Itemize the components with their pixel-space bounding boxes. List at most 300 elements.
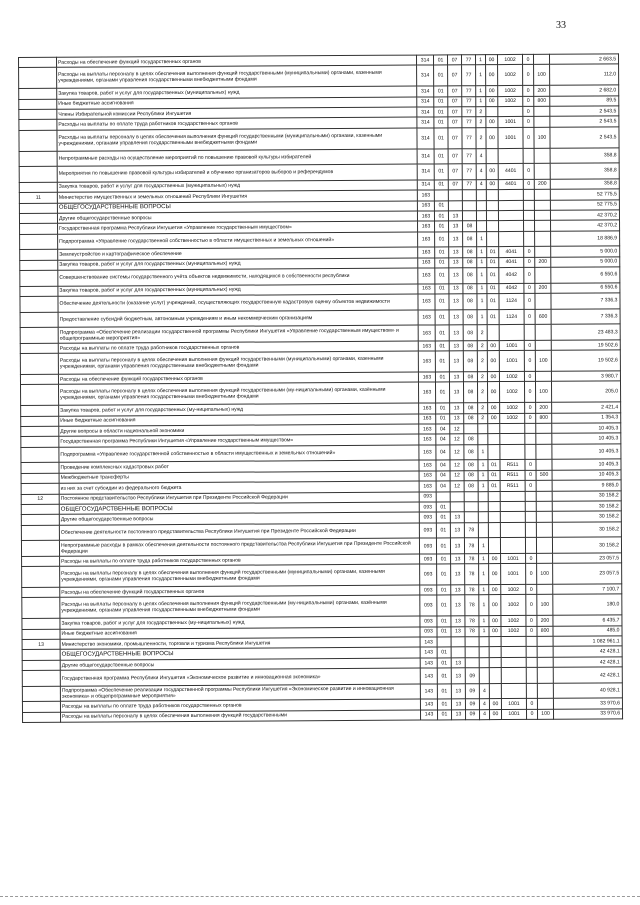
ministry-code: 163 — [418, 310, 435, 326]
section-code: 01 — [434, 211, 448, 221]
subprogram-code: 1 — [479, 585, 489, 595]
direction-code: 1001 — [498, 127, 523, 148]
event-code: 00 — [486, 179, 498, 189]
row-number — [21, 385, 59, 406]
row-name: Проведение комплексных кадастровых работ — [59, 460, 419, 473]
direction-code: 4401 — [498, 179, 523, 190]
subprogram-code — [476, 200, 486, 210]
row-amount: 42 370,2 — [551, 220, 620, 231]
subprogram-code: 1 — [475, 55, 485, 65]
expense-type-code — [537, 553, 553, 563]
row-name: Расходы на выплаты персоналу в целях обеспечения выполнения функций государственными — [61, 710, 421, 723]
row-name: Закупка товаров, работ и услуг для государственных (муниципальных) нужд — [58, 284, 418, 297]
row-amount: 33 970,6 — [553, 709, 622, 720]
program-code: 77 — [462, 164, 476, 180]
row-name: Государственная программа Республики Ингушетия «Экономическое развитие и инновационная экономика» — [60, 668, 420, 686]
event-code — [489, 647, 501, 657]
row-name: Подпрограмма «Обеспечение реализации государственной программы Республики Ингушетия «Экономическое развитие и инновационная экономика» и общепрограммные мероприятия» — [60, 684, 420, 702]
row-name: ОБЩЕГОСУДАРСТВЕННЫЕ ВОПРОСЫ — [60, 647, 420, 660]
direction-code: 4041 — [499, 257, 524, 268]
row-amount: 23 483,3 — [551, 324, 620, 340]
direction-code — [500, 501, 525, 512]
ministry-code: 093 — [419, 523, 436, 539]
event-code: 01 — [487, 257, 499, 267]
direction-code — [501, 636, 526, 647]
row-number — [22, 587, 60, 598]
direction-code: 4042 — [499, 283, 524, 294]
row-number — [19, 120, 57, 131]
subsection-code — [450, 502, 464, 512]
row-name: Подпрограмма «Управление государственной собственностью в области имущественных и земельных отношений» — [58, 232, 418, 250]
extra-code: 0 — [523, 163, 534, 179]
program-code: 08 — [463, 309, 477, 325]
event-code: 00 — [486, 65, 498, 86]
subsection-code: 13 — [451, 668, 465, 684]
subsection-code — [451, 637, 465, 647]
subprogram-code: 2 — [477, 340, 487, 350]
row-name: Министерство экономики, промышленности, торговли и туризма Республики Ингушетия — [60, 637, 420, 650]
event-code — [489, 637, 501, 647]
row-number: 12 — [21, 494, 59, 505]
expense-type-code — [537, 584, 553, 594]
row-name: Другие общегосударственные вопросы — [57, 211, 417, 224]
direction-code: 1001 — [499, 340, 524, 351]
direction-code: 1124 — [499, 309, 524, 325]
subsection-code: 12 — [450, 471, 464, 481]
section-code: 01 — [437, 585, 451, 595]
subsection-code: 13 — [450, 403, 464, 413]
row-amount: 30 158,2 — [552, 490, 621, 501]
program-code: 77 — [462, 107, 476, 117]
program-code: 08 — [463, 382, 477, 403]
ministry-code: 163 — [417, 211, 434, 221]
expense-type-code: 200 — [534, 85, 550, 95]
extra-code: 0 — [524, 371, 535, 381]
row-number: 13 — [22, 639, 60, 650]
event-code — [488, 491, 500, 501]
section-code: 01 — [437, 710, 451, 720]
row-number — [19, 88, 57, 99]
ministry-code: 163 — [419, 434, 436, 444]
section-code: 01 — [436, 523, 450, 539]
row-name: Мероприятия по повышению правовой культуры избирателей и обучению организаторов выборов и референдумов — [57, 164, 417, 182]
row-number — [19, 203, 57, 214]
program-code: 09 — [465, 699, 479, 709]
extra-code — [524, 231, 535, 247]
subsection-code: 07 — [447, 55, 461, 65]
section-code: 01 — [435, 382, 449, 403]
expense-type-code — [537, 636, 553, 646]
program-code: 08 — [464, 481, 478, 491]
expense-type-code — [534, 200, 550, 210]
event-code: 01 — [487, 247, 499, 257]
row-name: Обеспечение деятельности (оказание услуг) учреждений, осуществляющих государственную кадастровую оценку объектов недвижимости — [58, 294, 418, 312]
event-code — [489, 683, 501, 699]
ministry-code: 093 — [419, 491, 436, 501]
event-code: 01 — [488, 470, 500, 480]
subsection-code: 13 — [449, 294, 463, 310]
expense-type-code — [535, 221, 551, 231]
subprogram-code: 1 — [476, 86, 486, 96]
direction-code — [500, 491, 525, 502]
subprogram-code: 2 — [477, 382, 487, 403]
row-name: Расходы на выплаты по оплате труда работников государственных органов — [58, 341, 418, 354]
row-number — [19, 182, 57, 193]
row-name: Расходы на выплаты персоналу в целях обеспечения выполнения функций государственными (муниципальными) органами, казенными учреждениями, органами управления государственными внебюджетными фондами — [60, 564, 420, 587]
expense-type-code: 800 — [536, 413, 552, 423]
program-code: 78 — [464, 538, 478, 554]
row-number — [19, 130, 57, 151]
section-code: 01 — [437, 647, 451, 657]
extra-code: 0 — [523, 117, 534, 127]
subprogram-code: 1 — [477, 309, 487, 325]
event-code — [488, 424, 500, 434]
subprogram-code: 1 — [479, 554, 489, 564]
subsection-code: 07 — [448, 180, 462, 190]
expense-type-code: 200 — [537, 616, 553, 626]
row-number — [21, 525, 59, 541]
section-code: 01 — [435, 372, 449, 382]
subsection-code: 12 — [450, 460, 464, 470]
subprogram-code: 2 — [476, 117, 486, 127]
section-code: 01 — [434, 128, 448, 149]
expense-type-code — [536, 501, 552, 511]
program-code: 78 — [465, 554, 479, 564]
extra-code: 0 — [523, 127, 534, 148]
section-code: 01 — [434, 107, 448, 117]
row-number — [22, 650, 60, 661]
row-name: Расходы на обеспечение функций государственных органов — [60, 585, 420, 598]
expense-type-code — [537, 699, 553, 709]
extra-code — [525, 491, 536, 501]
ministry-code: 093 — [420, 616, 437, 626]
row-number — [20, 286, 58, 297]
row-amount: 2 543,5 — [550, 127, 619, 148]
ministry-code: 163 — [419, 445, 436, 461]
subprogram-code: 1 — [479, 616, 489, 626]
ministry-code: 163 — [419, 414, 436, 424]
expense-type-code — [535, 340, 551, 350]
event-code: 00 — [487, 382, 499, 403]
subsection-code — [451, 647, 465, 657]
row-number — [20, 250, 58, 261]
row-amount: 7 100,7 — [553, 584, 622, 595]
direction-code: 1002 — [497, 54, 522, 65]
row-amount: 2 543,5 — [550, 116, 619, 127]
section-code: 01 — [437, 616, 451, 626]
section-code: 01 — [435, 294, 449, 310]
row-number — [20, 353, 58, 374]
subprogram-code: 4 — [479, 709, 489, 719]
event-code — [489, 657, 501, 667]
extra-code — [525, 522, 536, 538]
event-code — [488, 522, 500, 538]
section-code: 01 — [437, 658, 451, 668]
row-amount: 10 405,3 — [552, 459, 621, 470]
row-name: Государственная программа Республики Ингушетия «Управление государственным имуществом» — [59, 434, 419, 447]
event-code: 01 — [487, 294, 499, 310]
subprogram-code: 1 — [476, 65, 486, 86]
subsection-code: 13 — [451, 585, 465, 595]
program-code: 78 — [465, 585, 479, 595]
ministry-code: 314 — [417, 164, 434, 180]
row-amount: 2 543,5 — [550, 106, 619, 117]
event-code: 00 — [487, 372, 499, 382]
ministry-code: 143 — [420, 684, 437, 700]
subsection-code: 13 — [451, 658, 465, 668]
row-name: Подпрограмма «Управление государственной собственностью в области имущественных и земельных отношений» — [59, 445, 419, 463]
row-amount: 358,8 — [550, 163, 619, 179]
direction-code — [498, 190, 523, 201]
ministry-code: 314 — [417, 97, 434, 107]
direction-code: 1002 — [501, 626, 526, 637]
subsection-code — [450, 491, 464, 501]
program-code: 09 — [465, 684, 479, 700]
event-code — [488, 434, 500, 444]
subprogram-code: 4 — [476, 164, 486, 180]
event-code: 00 — [489, 553, 501, 563]
section-code: 01 — [435, 325, 449, 341]
ministry-code: 314 — [417, 86, 434, 96]
event-code — [486, 190, 498, 200]
direction-code — [500, 434, 525, 445]
row-number — [22, 567, 60, 588]
section-code: 04 — [436, 424, 450, 434]
ministry-code: 163 — [419, 460, 436, 470]
row-amount: 205,0 — [551, 381, 620, 402]
subprogram-code — [478, 512, 488, 522]
row-amount: 52 775,5 — [550, 199, 619, 210]
row-name: Расходы на выплаты по оплате труда работников государственных органов — [60, 699, 420, 712]
section-code: 01 — [437, 668, 451, 684]
expense-type-code: 800 — [537, 626, 553, 636]
row-number — [21, 504, 59, 515]
expense-type-code: 100 — [537, 709, 553, 719]
subsection-code: 12 — [450, 481, 464, 491]
subsection-code: 13 — [451, 626, 465, 636]
expense-type-code — [536, 423, 552, 433]
direction-code — [500, 522, 525, 538]
row-name: Межбюджетные трансферты — [59, 471, 419, 484]
expense-type-code — [536, 434, 552, 444]
section-code: 01 — [437, 627, 451, 637]
row-name: Иные бюджетные ассигнования — [57, 97, 417, 110]
ministry-code: 163 — [417, 200, 434, 210]
event-code: 00 — [486, 117, 498, 127]
expense-type-code — [534, 163, 550, 179]
program-code: 08 — [463, 257, 477, 267]
row-number — [19, 68, 57, 89]
section-code: 01 — [436, 538, 450, 554]
row-amount: 2 421,4 — [552, 402, 621, 413]
extra-code: 0 — [526, 553, 537, 563]
section-code: 01 — [435, 258, 449, 268]
row-amount: 5 000,0 — [551, 246, 620, 257]
extra-code: 0 — [524, 283, 535, 293]
row-name: Расходы на выплаты персоналу в целях обеспечения выполнения функций государственными (му-ниципальными) органами, казёнными учреждениями, органами управления государственными внебюджетными фондами — [60, 596, 420, 619]
program-code: 08 — [463, 294, 477, 310]
expense-type-code — [536, 480, 552, 490]
row-number — [21, 473, 59, 484]
ministry-code: 314 — [417, 128, 434, 149]
row-amount: 30 158,2 — [552, 522, 621, 538]
expense-type-code: 200 — [535, 257, 551, 267]
event-code — [486, 210, 498, 220]
program-code: 77 — [462, 179, 476, 189]
ministry-code: 093 — [420, 554, 437, 564]
direction-code: 1001 — [498, 117, 523, 128]
event-code: 00 — [487, 340, 499, 350]
subsection-code: 13 — [449, 231, 463, 247]
event-code: 00 — [486, 127, 498, 148]
row-amount: 358,8 — [550, 179, 619, 190]
expense-type-code — [534, 210, 550, 220]
direction-code: 1002 — [500, 413, 525, 424]
extra-code — [526, 683, 537, 699]
direction-code: 4401 — [498, 164, 523, 180]
expense-type-code: 100 — [535, 382, 551, 403]
program-code: 78 — [465, 616, 479, 626]
subsection-code: 13 — [449, 257, 463, 267]
row-amount: 10 405,3 — [552, 433, 621, 444]
extra-code — [525, 538, 536, 554]
direction-code: 1002 — [501, 595, 526, 616]
subsection-code: 12 — [450, 434, 464, 444]
expense-type-code — [537, 667, 553, 683]
row-number — [21, 483, 59, 494]
section-code: 01 — [434, 148, 448, 164]
expense-type-code — [537, 647, 553, 657]
section-code: 01 — [435, 232, 449, 248]
section-code — [437, 637, 451, 647]
row-amount: 19 502,6 — [551, 340, 620, 351]
subsection-code: 12 — [450, 424, 464, 434]
extra-code: 0 — [524, 382, 535, 403]
ministry-code: 093 — [420, 627, 437, 637]
section-code: 01 — [435, 310, 449, 326]
expense-type-code: 600 — [535, 309, 551, 325]
program-code — [464, 512, 478, 522]
program-code: 78 — [465, 626, 479, 636]
extra-code: 0 — [524, 293, 535, 309]
row-amount: 5 000,0 — [551, 256, 620, 267]
program-code: 77 — [462, 148, 476, 164]
program-code — [464, 424, 478, 434]
row-name: Расходы на обеспечение функций государственных органов — [57, 55, 417, 68]
subsection-code: 13 — [449, 351, 463, 372]
section-code: 01 — [434, 200, 448, 210]
event-code: 00 — [489, 564, 501, 585]
subprogram-code: 1 — [478, 460, 488, 470]
row-name: Закупка товаров, работ и услуг для государственных (муниципальных) нужд — [58, 258, 418, 271]
event-code — [488, 444, 500, 460]
row-amount: 2 663,5 — [549, 54, 618, 65]
extra-code — [526, 657, 537, 667]
subsection-code: 12 — [450, 445, 464, 461]
direction-code — [498, 210, 523, 221]
program-code: 77 — [462, 127, 476, 148]
expense-type-code — [535, 324, 551, 340]
row-amount: 1 082 961,1 — [553, 636, 622, 647]
expense-type-code — [534, 189, 550, 199]
extra-code — [523, 148, 534, 164]
section-code: 01 — [434, 86, 448, 96]
subsection-code: 13 — [451, 684, 465, 700]
row-name: Непрограммные расходы в рамках обеспечения деятельности постоянного представительства Республики Ингушетия при Президенте Российской Федерации — [59, 538, 419, 556]
program-code: 08 — [464, 413, 478, 423]
subprogram-code: 1 — [477, 247, 487, 257]
direction-code — [501, 668, 526, 684]
program-code: 08 — [464, 444, 478, 460]
subsection-code: 07 — [448, 117, 462, 127]
ministry-code: 163 — [418, 351, 435, 372]
extra-code — [526, 647, 537, 657]
ministry-code: 163 — [418, 268, 435, 284]
section-code: 04 — [436, 481, 450, 491]
row-amount: 30 158,2 — [552, 537, 621, 553]
event-code — [488, 512, 500, 522]
row-name: Расходы на обеспечение функций государственных органов — [58, 372, 418, 385]
row-amount: 42 428,1 — [553, 667, 622, 683]
section-code: 04 — [436, 460, 450, 470]
ministry-code: 093 — [419, 502, 436, 512]
row-name: Закупка товаров, работ и услуг для государственных (муниципальных) нужд — [57, 86, 417, 99]
event-code — [488, 538, 500, 554]
subprogram-code: 2 — [477, 372, 487, 382]
ministry-code: 163 — [418, 294, 435, 310]
event-code: 00 — [485, 55, 497, 65]
section-code: 01 — [437, 595, 451, 616]
extra-code — [525, 512, 536, 522]
extra-code — [523, 200, 534, 210]
ministry-code: 163 — [418, 325, 435, 341]
direction-code — [498, 106, 523, 117]
section-code: 01 — [436, 413, 450, 423]
ministry-code: 314 — [417, 65, 434, 86]
event-code — [488, 501, 500, 511]
subsection-code: 13 — [449, 372, 463, 382]
row-name: Предоставление субсидий бюджетным, автономным учреждениям и иным некоммерческим организациям — [58, 310, 418, 328]
ministry-code: 093 — [420, 585, 437, 595]
subprogram-code: 1 — [477, 257, 487, 267]
row-amount: 42 428,1 — [553, 657, 622, 668]
program-code: 08 — [464, 434, 478, 444]
ministry-code: 093 — [420, 564, 437, 585]
subsection-code: 07 — [448, 107, 462, 117]
program-code: 78 — [465, 564, 479, 585]
budget-table — [18, 53, 623, 723]
subprogram-code: 1 — [479, 564, 489, 585]
extra-code: 0 — [526, 584, 537, 594]
direction-code — [499, 231, 524, 247]
row-number — [20, 343, 58, 354]
ministry-code: 143 — [420, 710, 437, 720]
subprogram-code — [478, 522, 488, 538]
expense-type-code — [535, 267, 551, 283]
program-code — [464, 502, 478, 512]
expense-type-code — [534, 148, 550, 164]
program-code: 77 — [462, 65, 476, 86]
section-code: 01 — [435, 247, 449, 257]
expense-type-code — [535, 231, 551, 247]
row-name: Иные бюджетные ассигнования — [59, 414, 419, 427]
row-name: Другие общегосударственные вопросы — [59, 512, 419, 525]
subprogram-code: 1 — [479, 595, 489, 616]
section-code: 01 — [436, 512, 450, 522]
ministry-code: 093 — [420, 595, 437, 616]
subsection-code: 13 — [450, 522, 464, 538]
program-code: 08 — [463, 372, 477, 382]
